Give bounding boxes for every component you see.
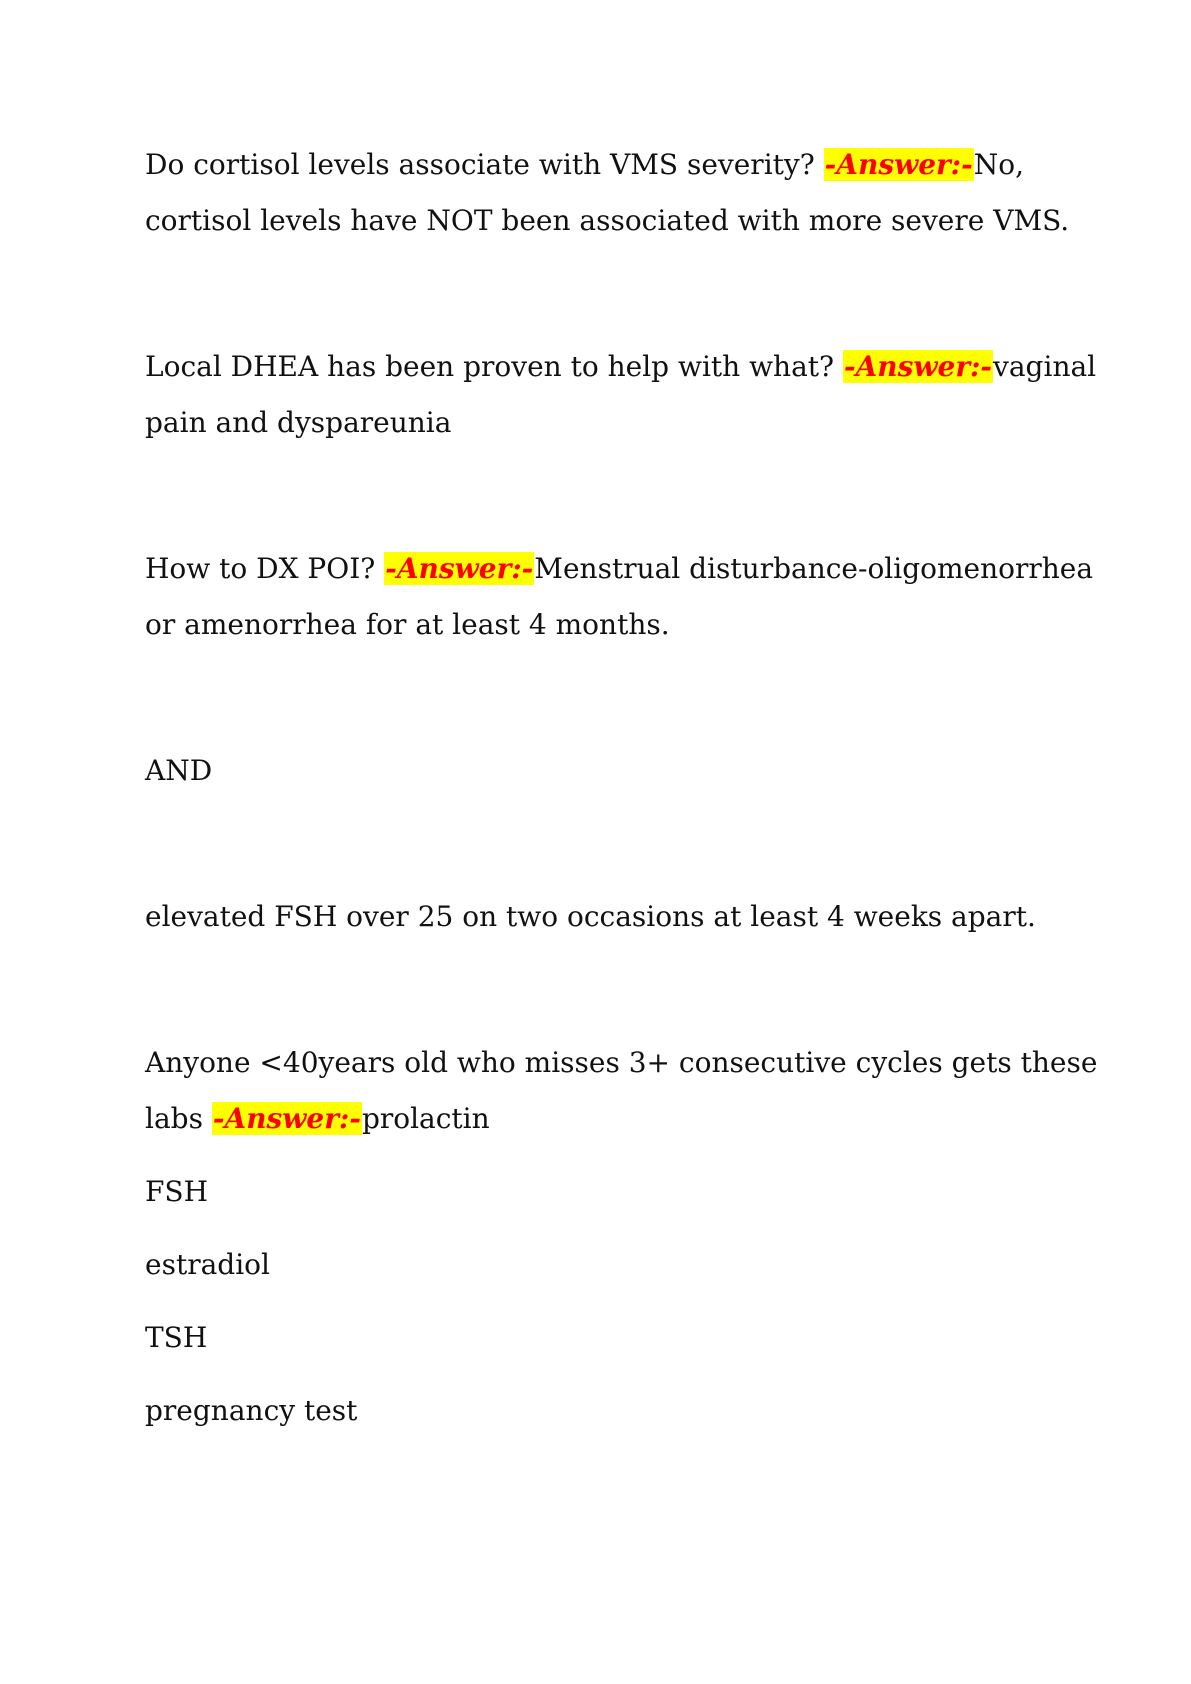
qa-4-answer-item: estradiol — [145, 1248, 270, 1281]
qa-4-line-1: Anyone <40years old who misses 3+ consecutive cycles gets these — [145, 1046, 1098, 1079]
qa-4-question-end: labs — [145, 1102, 212, 1135]
qa-3-line-2: or amenorrhea for at least 4 months. — [145, 608, 670, 641]
answer-marker: -Answer:- — [843, 350, 993, 383]
qa-3-answer: Menstrual disturbance-oligomenorrhea — [534, 552, 1094, 585]
qa-4-answer-item: pregnancy test — [145, 1394, 358, 1427]
qa-1-line-2: cortisol levels have NOT been associated with more severe VMS. — [145, 204, 1070, 237]
qa-4-answer-item: TSH — [145, 1321, 208, 1354]
qa-4-answer-item: FSH — [145, 1175, 209, 1208]
qa-1-question: Do cortisol levels associate with VMS severity? — [145, 148, 824, 181]
qa-3-line-1 — [145, 552, 1094, 586]
qa-1-line-1 — [145, 148, 1065, 182]
qa-1-answer: No, — [973, 148, 1024, 181]
answer-marker: -Answer:- — [385, 552, 534, 585]
qa-2-answer: vaginal — [993, 350, 1097, 383]
qa-3-continuation-and: AND — [145, 754, 213, 787]
qa-2-line-1 — [145, 350, 1097, 384]
qa-3-question: How to DX POI? — [145, 552, 385, 585]
qa-4-answer: prolactin — [361, 1102, 490, 1135]
answer-marker: -Answer:- — [824, 148, 973, 181]
answer-marker: -Answer:- — [212, 1102, 361, 1135]
qa-2-line-2: pain and dyspareunia — [145, 406, 452, 439]
qa-4-line-2 — [145, 1102, 1065, 1136]
qa-2-question: Local DHEA has been proven to help with what? — [145, 350, 843, 383]
qa-3-continuation-fsh: elevated FSH over 25 on two occasions at least 4 weeks apart. — [145, 900, 1036, 933]
